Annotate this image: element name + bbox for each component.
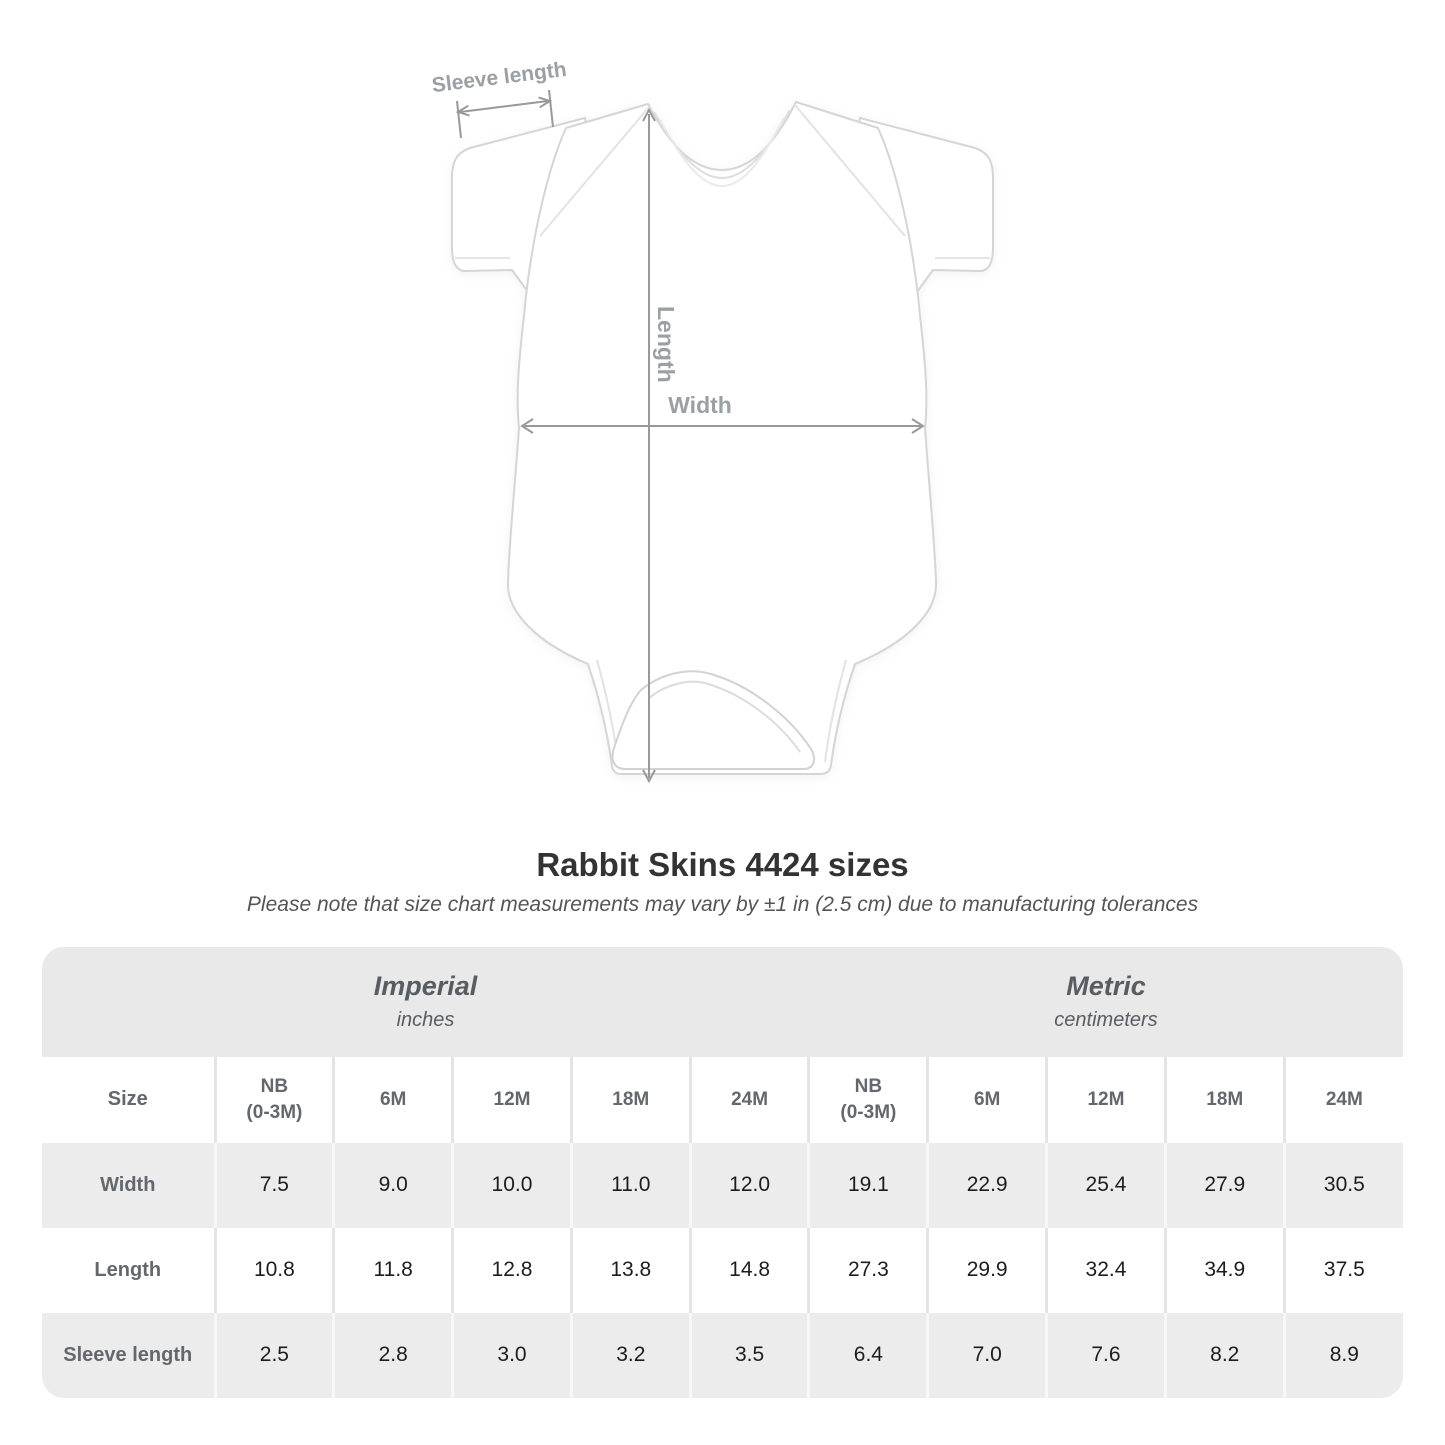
- column-header-metric-18m: 18M: [1165, 1057, 1284, 1143]
- bodysuit-outline: [508, 102, 936, 774]
- imperial-label: Imperial: [373, 971, 478, 1002]
- metric-label: Metric: [1066, 971, 1146, 1002]
- sleeve-dimension-line: [460, 101, 548, 112]
- value-cell: 37.5: [1284, 1228, 1403, 1313]
- value-cell: 3.0: [453, 1313, 572, 1398]
- column-header-metric-24m: 24M: [1284, 1057, 1403, 1143]
- value-cell: 27.3: [809, 1228, 928, 1313]
- value-cell: 27.9: [1165, 1143, 1284, 1228]
- size-header-row: [42, 1057, 1403, 1143]
- value-cell: 3.2: [571, 1313, 690, 1398]
- sleeve-length-row: [42, 1313, 1403, 1398]
- column-header-imperial-6m: 6M: [334, 1057, 453, 1143]
- value-cell: 12.8: [453, 1228, 572, 1313]
- sleeve-tick-left: [457, 101, 461, 138]
- row-label-length: Length: [94, 1258, 162, 1281]
- unit-group-imperial: [42, 947, 809, 1057]
- column-header-imperial-18m: 18M: [571, 1057, 690, 1143]
- value-cell: 34.9: [1165, 1228, 1284, 1313]
- value-cell: 10.8: [215, 1228, 334, 1313]
- value-cell: 8.2: [1165, 1313, 1284, 1398]
- value-cell: 12.0: [690, 1143, 809, 1228]
- value-cell: 29.9: [928, 1228, 1047, 1313]
- value-cell: 3.5: [690, 1313, 809, 1398]
- column-header-imperial-12m: 12M: [453, 1057, 572, 1143]
- value-cell: 13.8: [571, 1228, 690, 1313]
- value-cell: 9.0: [334, 1143, 453, 1228]
- page-title: Rabbit Skins 4424 sizes: [536, 846, 909, 883]
- value-cell: 19.1: [809, 1143, 928, 1228]
- sleeve-tick-right: [549, 90, 553, 127]
- row-label-sleeve-length: Sleeve length: [63, 1343, 193, 1366]
- size-chart-table: [42, 947, 1403, 1398]
- row-label-width: Width: [100, 1173, 156, 1196]
- heading-block: [0, 846, 1445, 917]
- value-cell: 6.4: [809, 1313, 928, 1398]
- value-cell: 11.8: [334, 1228, 453, 1313]
- value-cell: 10.0: [453, 1143, 572, 1228]
- size-disclaimer: Please note that size chart measurements may vary by ±1 in (2.5 cm) due to manufacturing tolerances: [246, 892, 1199, 916]
- column-header-imperial-24m: 24M: [690, 1057, 809, 1143]
- garment-group: [452, 102, 993, 774]
- value-cell: 2.8: [334, 1313, 453, 1398]
- column-header-metric-6m: 6M: [928, 1057, 1047, 1143]
- value-cell: 7.0: [928, 1313, 1047, 1398]
- imperial-unit: inches: [396, 1009, 455, 1032]
- value-cell: 2.5: [215, 1313, 334, 1398]
- value-cell: 11.0: [571, 1143, 690, 1228]
- length-row: [42, 1228, 1403, 1313]
- unit-group-metric: [809, 947, 1403, 1057]
- column-header-metric-nb: NB (0-3M): [809, 1057, 928, 1143]
- value-cell: 30.5: [1284, 1143, 1403, 1228]
- metric-unit: centimeters: [1054, 1009, 1158, 1032]
- value-cell: 22.9: [928, 1143, 1047, 1228]
- value-cell: 7.5: [215, 1143, 334, 1228]
- unit-group-row: [42, 947, 1403, 1057]
- size-chart: [42, 947, 1403, 1398]
- column-header-metric-12m: 12M: [1047, 1057, 1166, 1143]
- column-header-imperial-nb: NB (0-3M): [215, 1057, 334, 1143]
- value-cell: 8.9: [1284, 1313, 1403, 1398]
- width-label: Width: [668, 392, 732, 418]
- value-cell: 14.8: [690, 1228, 809, 1313]
- value-cell: 32.4: [1047, 1228, 1166, 1313]
- width-row: [42, 1143, 1403, 1228]
- value-cell: 25.4: [1047, 1143, 1166, 1228]
- size-header-label: Size: [107, 1088, 148, 1111]
- sleeve-length-label: Sleeve length: [430, 57, 568, 98]
- value-cell: 7.6: [1047, 1313, 1166, 1398]
- length-label: Length: [653, 306, 679, 383]
